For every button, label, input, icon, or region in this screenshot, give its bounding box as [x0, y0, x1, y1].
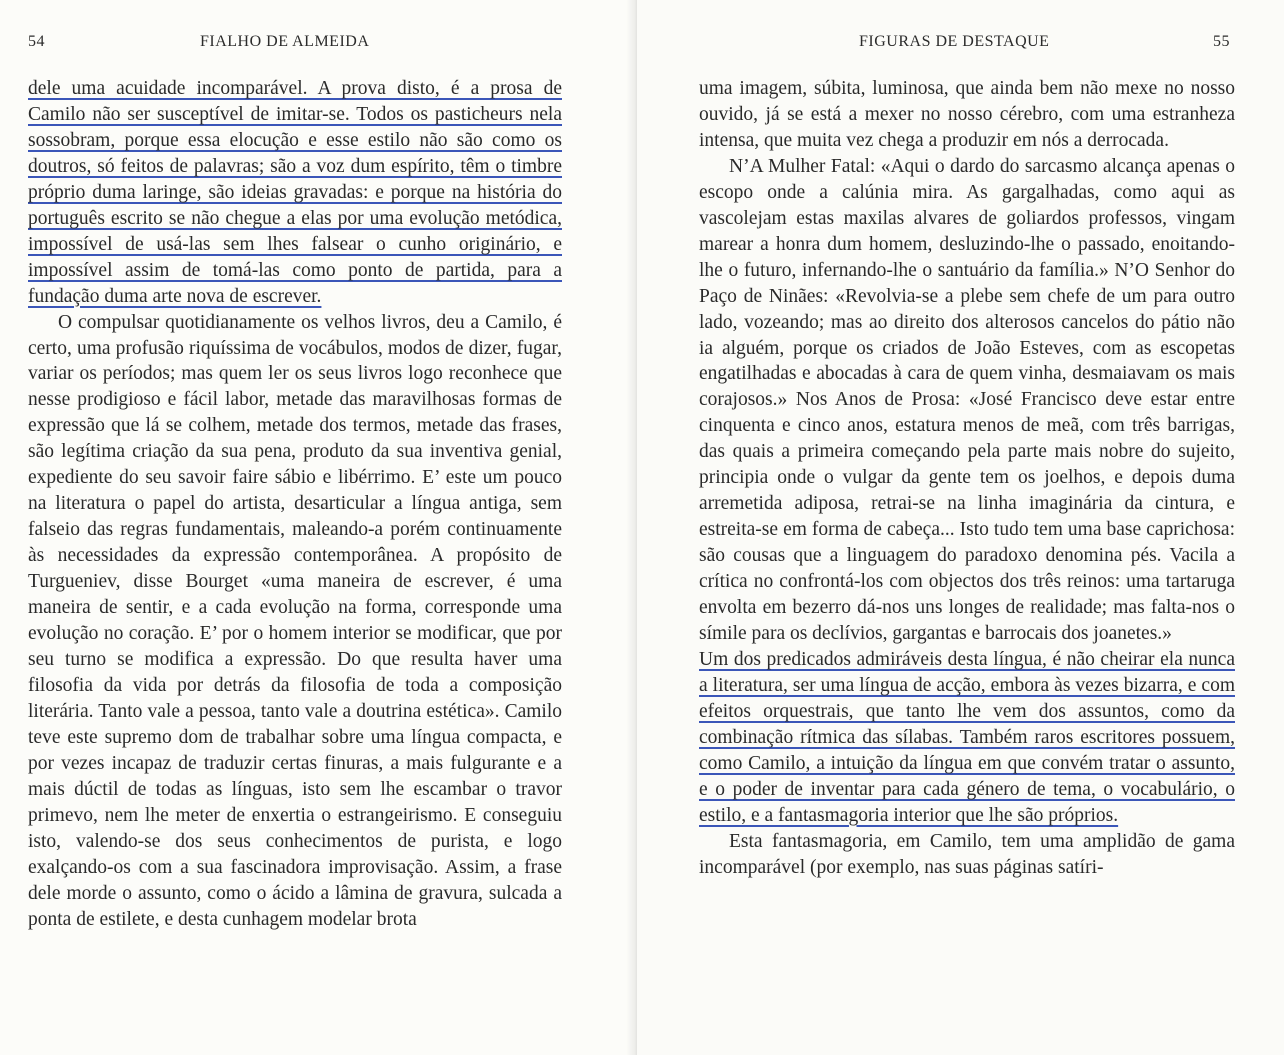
running-head: FIGURAS DE DESTAQUE — [859, 33, 1050, 50]
paragraph: Esta fantasmagoria, em Camilo, tem uma amplidão de gama incomparável (por exemplo, nas suas páginas satíri- — [699, 830, 1235, 878]
left-page — [0, 0, 637, 1055]
paragraph: O compulsar quotidianamente os velhos livros, deu a Camilo, é certo, uma profusão riquíssima de vocábulos, modos de dizer, fugar, variar os períodos; mas quem ler os seus livros logo reconhece que nesse prodigioso e fácil labor, metade das maravilhosas formas de expressão que lá se colhem, metade dos termos, metade das frases, são legítima criação da sua pena, produto da sua inventiva genial, expediente do seu savoir faire sábio e libérrimo. E’ este um pouco na literatura o papel do artista, desarticular a língua antiga, sem falseio das regras fundamentais, maleando-a porém continuamente às necessidades da expressão contemporânea. A propósito de Turgueniev, disse Bourget «uma maneira de escrever, é uma maneira de sentir, e a cada evolução na forma, corresponde uma evolução no coração. E’ por o homem interior se modificar, que por seu turno se modifica a expressão. Do que resulta haver uma filosofia da vida por detrás da filosofia de toda a composição literária. Tanto vale a pessoa, tanto vale a doutrina estética». Camilo teve este supremo dom de trabalhar sobre uma língua compacta, e por vezes incapaz de traduzir certas finuras, a mais fulgurante e a mais dúctil de todas as línguas, isto sem lhe escambar o travor primevo, nem lhe meter de enxertia o estrangeirismo. E conseguiu isto, valendo-se dos seus conhecimentos de purista, e logo exalçando-os com a sua fascinadora improvisação. Assim, a frase dele morde o assunto, como o ácido a lâmina de gravura, sulcada a ponta de estilete, e desta cunhagem modelar brota — [28, 311, 562, 930]
right-page — [637, 0, 1284, 1055]
body-text — [28, 76, 562, 932]
paragraph: dele uma acuidade incomparável. A prova disto, é a prosa de Camilo não ser susceptível de imitar-se. Todos os pasticheurs nela sossobram, porque essa elocução e esse estilo não são como os doutros, só feitos de palavras; são a voz dum espírito, têm o timbre próprio duma laringe, são ideias gravadas: e porque na história do português escrito se não chegue a elas por uma evolução metódica, impossível de usá-las sem lhes falsear o cunho originário, e impossível assim de tomá-las como ponto de partida, para a fundação duma arte nova de escrever. — [28, 78, 562, 307]
body-text — [699, 76, 1235, 881]
running-head: FIALHO DE ALMEIDA — [200, 33, 370, 50]
paragraph: Um dos predicados admiráveis desta língua, é não cheirar ela nunca a literatura, ser uma língua de acção, embora às vezes bizarra, e com efeitos orquestrais, que tanto lhe vem dos assuntos, como da combinação rítmica das sílabas. Também raros escritores possuem, como Camilo, a intuição da língua em que convém tratar o assunto, e o poder de inventar para cada género de tema, o vocabulário, o estilo, e a fantasmagoria interior que lhe são próprios. — [699, 648, 1235, 826]
paragraph: uma imagem, súbita, luminosa, que ainda bem não mexe no nosso ouvido, já se está a mexer no nosso cérebro, com uma estranheza intensa, que muita vez chega a produzir em nós a derrocada. — [699, 78, 1235, 151]
paragraph: N’A Mulher Fatal: «Aqui o dardo do sarcasmo alcança apenas o escopo onde a calúnia mira. As gargalhadas, como aqui as vascolejam estas maxilas alvares de goliardos professos, vingam marear a honra dum homem, desluzindo-lhe o passado, enoitando-lhe o futuro, infernando-lhe o santuário da família.» N’O Senhor do Paço de Ninães: «Revolvia-se a plebe sem chefe de um para outro lado, vozeando; mas ao direito dos alterosos cancelos do pátio não ia alguém, porque os criados de João Esteves, com as escopetas engatilhadas e abocadas à cara de quem vinha, desmaiavam os mais corajosos.» Nos Anos de Prosa: «José Francisco deve estar entre cinquenta e cinco anos, estatura menos de meã, com três barrigas, das quais a primeira começando pela parte mais nobre do sujeito, principia onde o vulgar da gente tem os joelhos, e depois duma arremetida adiposa, retrai-se na linha imaginária da cintura, e estreita-se em forma de cabeça... Isto tudo tem uma base caprichosa: são cousas que a linguagem do paradoxo denomina pés. Vacila a crítica no confrontá-los com objectos dos três reinos: uma tartaruga envolta em bezerro dá-nos uns longes de realidade; mas falta-nos o símile para os declívios, gargantas e barrocais dos joanetes.» — [699, 155, 1235, 645]
page-number: 55 — [1213, 33, 1230, 50]
page-number: 54 — [28, 33, 45, 50]
